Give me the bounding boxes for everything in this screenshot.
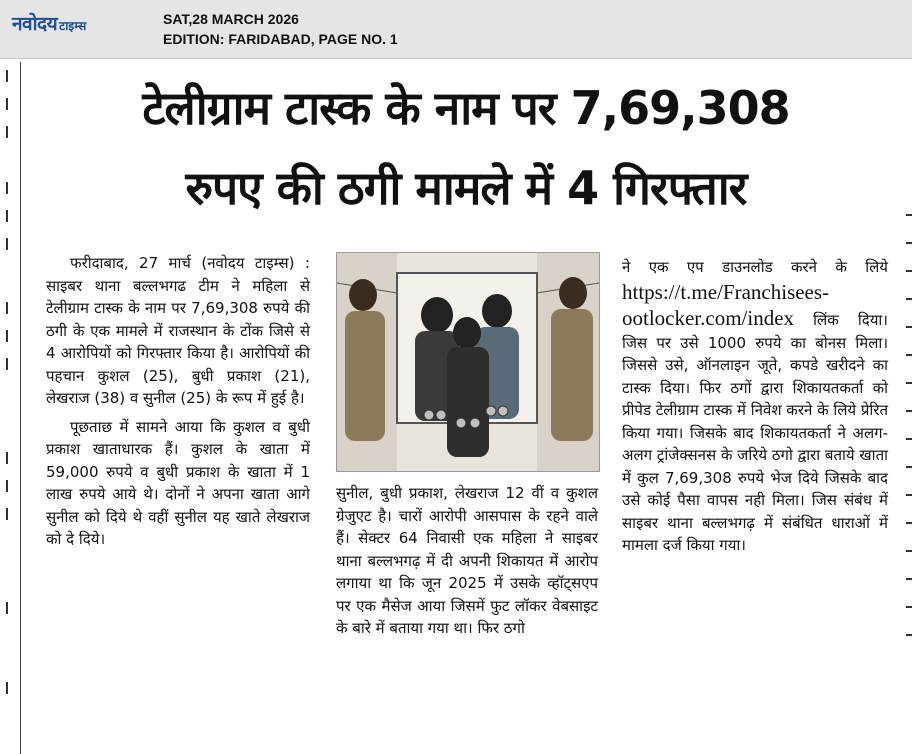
paragraph-rest: लिंक दिया। जिस पर उसे 1000 रुपये का बोनस मिला। जिससे उसे, ऑनलाइन जूते, कपडे खरीदने का टास्क दिया। फिर ठगों द्वारा शिकायतकर्ता को प्रीपेड टेलीग्राम टास्क में निवेश करने के लिये प्रेरित किया गया। जिसके बाद शिकायतकर्ता ने अलग-अलग ट्रांजेक्सनस के जरिये ठगो द्वारा बताये खाता में कुल 7,69,308 रुपये भेज दिये जिसके बाद उसे कोई पैसा वापस नही मिला। जिस संबंध में साइबर थाना बल्लभगढ़ में संबंधित धाराओं में मामला दर्ज किया गया।	[622, 311, 888, 554]
adjacent-column-edge	[0, 62, 21, 754]
article-column-2	[336, 482, 598, 640]
paragraph: फरीदाबाद, 27 मार्च (नवोदय टाइम्स) : साइबर थाना बल्लभगढ टीम ने महिला से टेलीग्राम टास्क के नाम पर 7,69,308 रुपये की ठगी के एक मामले में राजस्थान के टोंक जिसे से 4 आरोपियों को गिरफ्तार किया है। आरोपियों की पहचान कुशल (25), बुधी प्रकाश (21), लेखराज (38) व सुनील (25) के रूप में हुई है।	[46, 254, 310, 407]
headline-line-1: टेलीग्राम टास्क के नाम पर 7,69,308	[142, 81, 790, 135]
article-column-1	[46, 252, 310, 551]
paragraph: सुनील, बुधी प्रकाश, लेखराज 12 वीं व कुशल ग्रेजुएट है। चारों आरोपी आसपास के रहने वाले हैं। सेक्टर 64 निवासी एक महिला ने साइबर थाना बल्लभगढ़ में दी अपनी शिकायत में आरोप लगाया था कि जून 2025 में उसके व्हॉट्सएप पर एक मैसेज आया जिसमें फुट लॉकर वेबसाइट के बारे में बताया गया था। फिर ठगो	[336, 484, 598, 637]
paragraph	[622, 256, 888, 557]
telegram-link-url[interactable]: https://t.me/Franchisees-ootlocker.com/index	[622, 279, 830, 330]
issue-date: SAT,28 MARCH 2026	[163, 11, 299, 27]
article-headline	[30, 68, 902, 228]
paragraph: पूछताछ में सामने आया कि कुशल व बुधी प्रकाश खाताधारक हैं। कुशल के खाता में 59,000 रुपये व बुधी प्रकाश के खाता में 1 लाख रुपये आये थे। दोनों ने अपना खाता आगे सुनील को दिये थे वहीं सुनील यह खाते लेखराज को दे दिये।	[46, 417, 310, 548]
newspaper-logo[interactable]	[12, 10, 86, 36]
headline-line-2: रुपए की ठगी मामले में 4 गिरफ्तार	[185, 161, 747, 215]
logo-sub-text: टाइम्स	[59, 19, 87, 33]
article-column-3	[622, 256, 888, 557]
masthead-bar	[0, 0, 912, 59]
paragraph-start: ने एक एप डाउनलोड करने के लिये	[622, 258, 888, 276]
edition-page: EDITION: FARIDABAD, PAGE NO. 1	[163, 31, 398, 47]
arrest-illustration	[336, 252, 600, 472]
logo-main-text: नवोदय	[12, 13, 58, 35]
adjacent-column-edge-right	[906, 200, 912, 680]
edition-info	[163, 9, 398, 49]
